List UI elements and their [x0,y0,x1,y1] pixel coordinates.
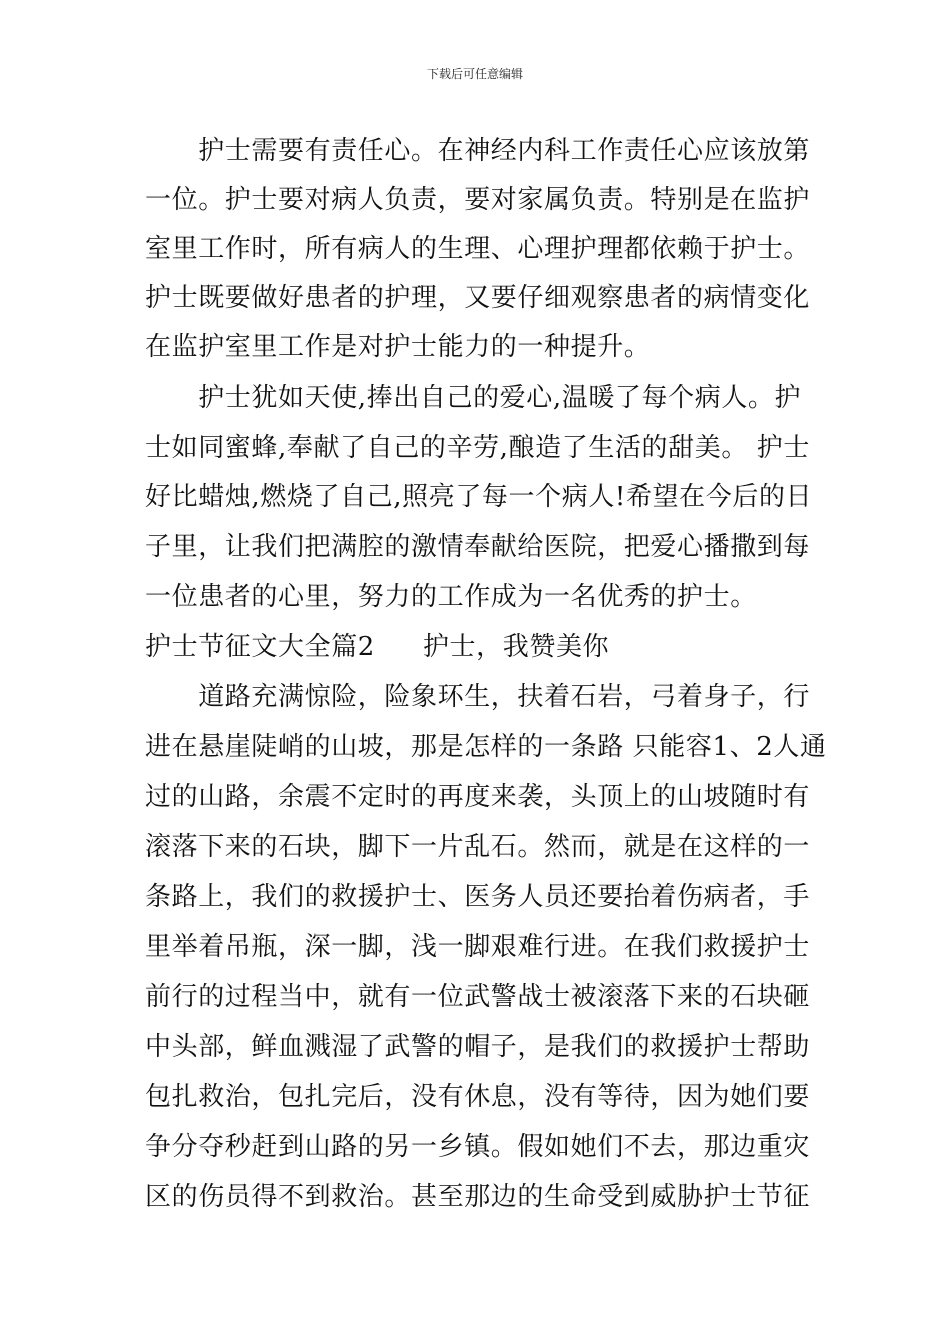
section-heading [145,630,609,664]
paragraph-line: 护士既要做好患者的护理，又要仔细观察患者的病情变化 [145,283,811,313]
paragraph-line: 包扎救治，包扎完后，没有休息，没有等待，因为她们要 [145,1082,811,1112]
paragraph-line: 进在悬崖陡峭的山坡，那是怎样的一条路 只能容1、2人通 [145,732,827,762]
paragraph-line: 道路充满惊险，险象环生，扶着石岩，弓着身子，行 [145,682,811,712]
paragraph-line: 室里工作时，所有病人的生理、心理护理都依赖于护士。 [145,234,811,264]
paragraph-line: 区的伤员得不到救治。甚至那边的生命受到威胁护士节征 [145,1182,811,1212]
paragraph-line: 前行的过程当中，就有一位武警战士被滚落下来的石块砸 [145,982,811,1012]
page-header: 下载后可任意编辑 [426,67,523,81]
paragraph-line: 中头部，鲜血溅湿了武警的帽子，是我们的救援护士帮助 [145,1032,811,1062]
paragraph-line: 子里，让我们把满腔的激情奉献给医院，把爱心播撒到每 [145,532,811,562]
paragraph-line: 护士犹如天使,捧出自己的爱心,温暖了每个病人。护 [145,383,802,413]
paragraph-line: 护士需要有责任心。在神经内科工作责任心应该放第 [145,136,811,166]
paragraph-line: 在监护室里工作是对护士能力的一种提升。 [145,332,651,362]
paragraph-line: 争分夺秒赶到山路的另一乡镇。假如她们不去，那边重灾 [145,1132,811,1162]
paragraph-line: 里举着吊瓶，深一脚，浅一脚艰难行进。在我们救援护士 [145,932,811,962]
paragraph-line: 一位。护士要对病人负责，要对家属负责。特别是在监护 [145,185,811,215]
paragraph-line: 一位患者的心里，努力的工作成为一名优秀的护士。 [145,582,757,612]
paragraph-line: 士如同蜜蜂,奉献了自己的辛劳,酿造了生活的甜美。 护士 [145,433,810,463]
paragraph-line: 滚落下来的石块，脚下一片乱石。然而，就是在这样的一 [145,832,811,862]
section-heading-number: 护士节征文大全篇2 [145,632,375,662]
paragraph-line: 过的山路，余震不定时的再度来袭，头顶上的山坡随时有 [145,782,811,812]
section-heading-title: 护士，我赞美你 [422,632,610,662]
paragraph-line: 条路上，我们的救援护士、医务人员还要抬着伤病者，手 [145,882,811,912]
paragraph-line: 好比蜡烛,燃烧了自己,照亮了每一个病人!希望在今后的日 [145,482,813,512]
